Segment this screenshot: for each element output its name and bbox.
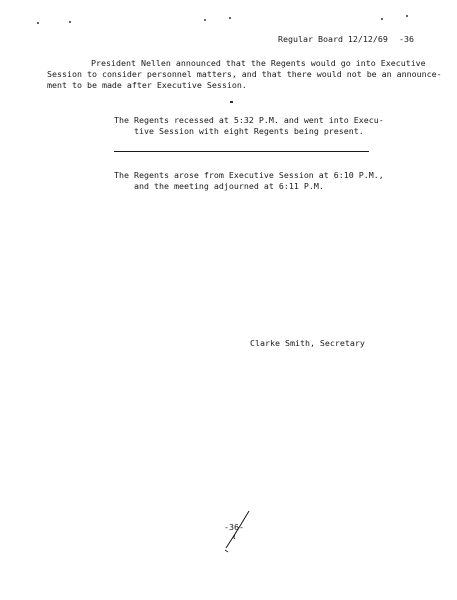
paragraph-2-line-2: tive Session with eight Regents being present. xyxy=(134,126,364,136)
paragraph-3-line-2: and the meeting adjourned at 6:11 P.M. xyxy=(134,181,324,191)
scan-speck xyxy=(229,17,231,19)
handwritten-initials-mark xyxy=(222,508,252,554)
page-header-number: -36 xyxy=(399,34,414,44)
section-divider xyxy=(114,151,369,152)
paragraph-1-line-3: ment to be made after Executive Session. xyxy=(47,80,247,90)
scan-speck xyxy=(406,15,408,17)
scan-speck xyxy=(204,19,206,21)
paragraph-1-line-2: Session to consider personnel matters, and that there would not be an announce- xyxy=(47,69,442,79)
signature-name: Clarke Smith, Secretary xyxy=(250,338,365,348)
paragraph-2-line-1: The Regents recessed at 5:32 P.M. and went into Execu- xyxy=(114,115,384,125)
paragraph-1-line-1: President Nellen announced that the Regents would go into Executive xyxy=(91,58,426,68)
page-header-title: Regular Board 12/12/69 xyxy=(278,34,388,44)
scan-speck xyxy=(381,18,383,20)
scan-speck xyxy=(37,22,39,24)
stray-mark xyxy=(230,101,233,103)
scan-speck xyxy=(69,21,71,23)
paragraph-3-line-1: The Regents arose from Executive Session at 6:10 P.M., xyxy=(114,170,384,180)
footer-page-number: -36- xyxy=(224,522,244,532)
